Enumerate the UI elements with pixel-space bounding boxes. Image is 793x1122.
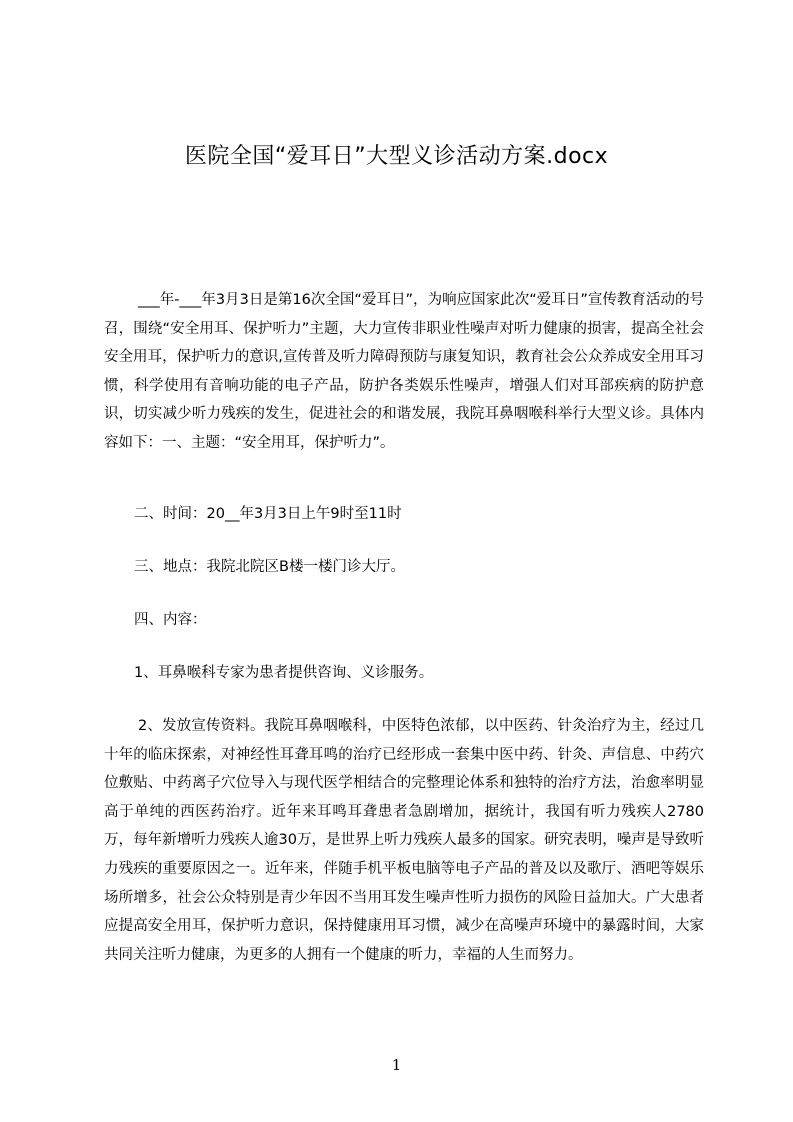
document-title: 医院全国“爱耳日”大型义诊活动方案.docx [184,144,609,169]
paragraph-intro: ___年-___年3月3日是第16次全国“爱耳日”，为响应国家此次“爱耳日”宣传教育活动的号召，围绕“安全用耳、保护听力”主题，大力宣传非职业性噪声对听力健康的损害，提高全社会安全用耳，保护听力的意识,宣传普及听力障碍预防与康复知识，教育社会公众养成安全用耳习惯，科学使用有音响功能的电子产品，防护各类娱乐性噪声，增强人们对耳部疾病的防护意识，切实减少听力残疾的发生，促进社会的和谐发展，我院耳鼻咽喉科举行大型义诊。具体内容如下：一、主题：“安全用耳，保护听力”。 [104,292,704,451]
paragraph-time: 二、时间：20__年3月3日上午9时至11时 [134,506,402,522]
paragraph-content-item-1: 1、耳鼻喉科专家为患者提供咨询、义诊服务。 [134,665,434,681]
paragraph-content-heading: 四、内容： [134,612,207,628]
paragraph-content-item-2: 2、发放宣传资料。我院耳鼻咽喉科，中医特色浓郁，以中医药、针灸治疗为主，经过几十年的临床探索，对神经性耳聋耳鸣的治疗已经形成一套集中医中药、针灸、声信息、中药穴位敷贴、中药离子穴位导入与现代医学相结合的完整理论体系和独特的治疗方法，治愈率明显高于单纯的西医药治疗。近年来耳鸣耳聋患者急剧增加，据统计，我国有听力残疾人2780万，每年新增听力残疾人逾30万，是世界上听力残疾人最多的国家。研究表明，噪声是导致听力残疾的重要原因之一。近年来，伴随手机平板电脑等电子产品的普及以及歌厅、酒吧等娱乐场所增多，社会公众特别是青少年因不当用耳发生噪声性听力损伤的风险日益加大。广大患者应提高安全用耳，保护听力意识，保持健康用耳习惯，减少在高噪声环境中的暴露时间，大家共同关注听力健康，为更多的人拥有一个健康的听力，幸福的人生而努力。 [104,718,704,963]
paragraph-location: 三、地点：我院北院区B楼一楼门诊大厅。 [134,559,405,575]
page-number: 1 [391,1056,402,1074]
